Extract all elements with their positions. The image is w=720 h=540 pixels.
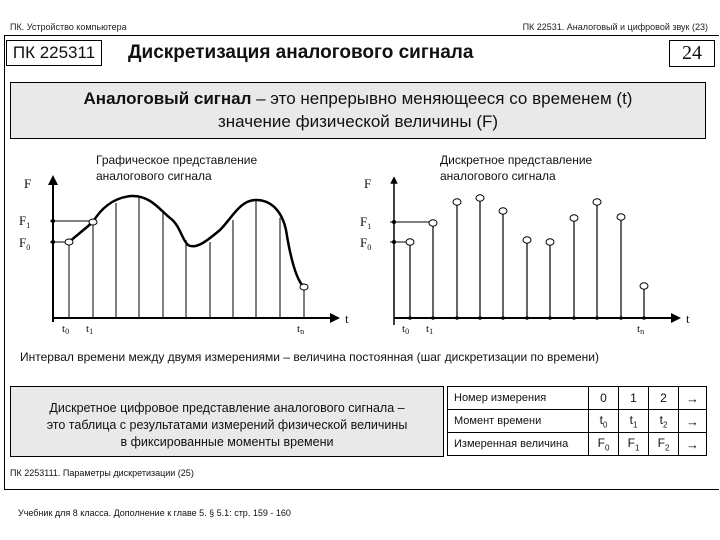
- arrow-right-icon: →: [679, 433, 707, 456]
- f0-label: $F_0$: [360, 235, 372, 252]
- parent-topic-link[interactable]: ПК 22531. Аналоговый и цифровой звук (23): [522, 22, 708, 32]
- f1-label: $F_1$: [360, 214, 372, 231]
- textbook-reference: Учебник для 8 класса. Дополнение к главе 5. § 5.1: стр. 159 - 160: [18, 508, 291, 518]
- caption-line: аналогового сигнала: [440, 169, 556, 183]
- definition-term: Аналоговый сигнал: [83, 89, 252, 108]
- x-axis-label: t: [686, 311, 690, 326]
- table-cell: 0: [589, 387, 619, 410]
- discrete-graph: [360, 176, 690, 336]
- signal-graphs: [0, 145, 720, 345]
- definition-line: в фиксированные моменты времени: [120, 435, 334, 449]
- page-number: 24: [669, 40, 715, 67]
- next-topic-link[interactable]: ПК 2253111. Параметры дискретизации (25): [10, 468, 194, 478]
- analog-graph: [19, 176, 349, 336]
- t0-label: t0: [402, 323, 410, 336]
- table-cell: 2: [649, 387, 679, 410]
- arrow-right-icon: →: [679, 410, 707, 433]
- caption-line: Графическое представление: [96, 153, 258, 167]
- tn-label: tn: [297, 323, 305, 336]
- sample-stems: [410, 201, 644, 318]
- page-title: Дискретизация аналогового сигнала: [128, 42, 474, 63]
- f1-label: $F_1$: [19, 213, 31, 230]
- definition-text-1: – это непрерывно меняющееся со временем (t): [251, 89, 633, 108]
- t1-label: t1: [426, 323, 434, 336]
- digital-representation-definition: [10, 386, 444, 457]
- table-row: [448, 387, 707, 410]
- definition-text-2: значение физической величины (F): [217, 112, 499, 131]
- row-label: Измеренная величина: [448, 433, 589, 456]
- samples-table: [447, 386, 707, 456]
- t1-label: t1: [86, 323, 94, 336]
- y-axis-label: F: [364, 176, 372, 191]
- table-cell: $F_0$: [589, 433, 619, 456]
- table-cell: 1: [619, 387, 649, 410]
- sample-point: [300, 284, 308, 290]
- table-cell: $F_2$: [649, 433, 679, 456]
- sample-point: [89, 219, 97, 225]
- caption-line: Дискретное представление: [440, 153, 593, 167]
- table-cell: $t_0$: [589, 410, 619, 433]
- y-axis-label: F: [24, 176, 32, 191]
- table-row: [448, 410, 707, 433]
- t0-label: t0: [62, 323, 70, 336]
- analog-signal-definition: [10, 82, 706, 139]
- tn-label: tn: [637, 323, 645, 336]
- section-caption: ПК. Устройство компьютера: [10, 22, 127, 32]
- definition-line: это таблица с результатами измерений физической величины: [46, 418, 408, 432]
- arrow-right-icon: →: [679, 387, 707, 410]
- row-label: Момент времени: [448, 410, 589, 433]
- row-label: Номер измерения: [448, 387, 589, 410]
- f0-label: $F_0$: [19, 235, 31, 252]
- caption-line: аналогового сигнала: [96, 169, 212, 183]
- interval-note: Интервал времени между двумя измерениями – величина постоянная (шаг дискретизации по времени): [20, 350, 599, 364]
- slide-code: ПК 225311: [6, 40, 102, 66]
- definition-line: Дискретное цифровое представление аналогового сигнала –: [49, 401, 405, 415]
- table-cell: $F_1$: [619, 433, 649, 456]
- table-cell: $t_1$: [619, 410, 649, 433]
- table-row: [448, 433, 707, 456]
- x-axis-label: t: [345, 311, 349, 326]
- table-cell: $t_2$: [649, 410, 679, 433]
- sample-lines: [69, 196, 304, 318]
- sample-point: [65, 239, 73, 245]
